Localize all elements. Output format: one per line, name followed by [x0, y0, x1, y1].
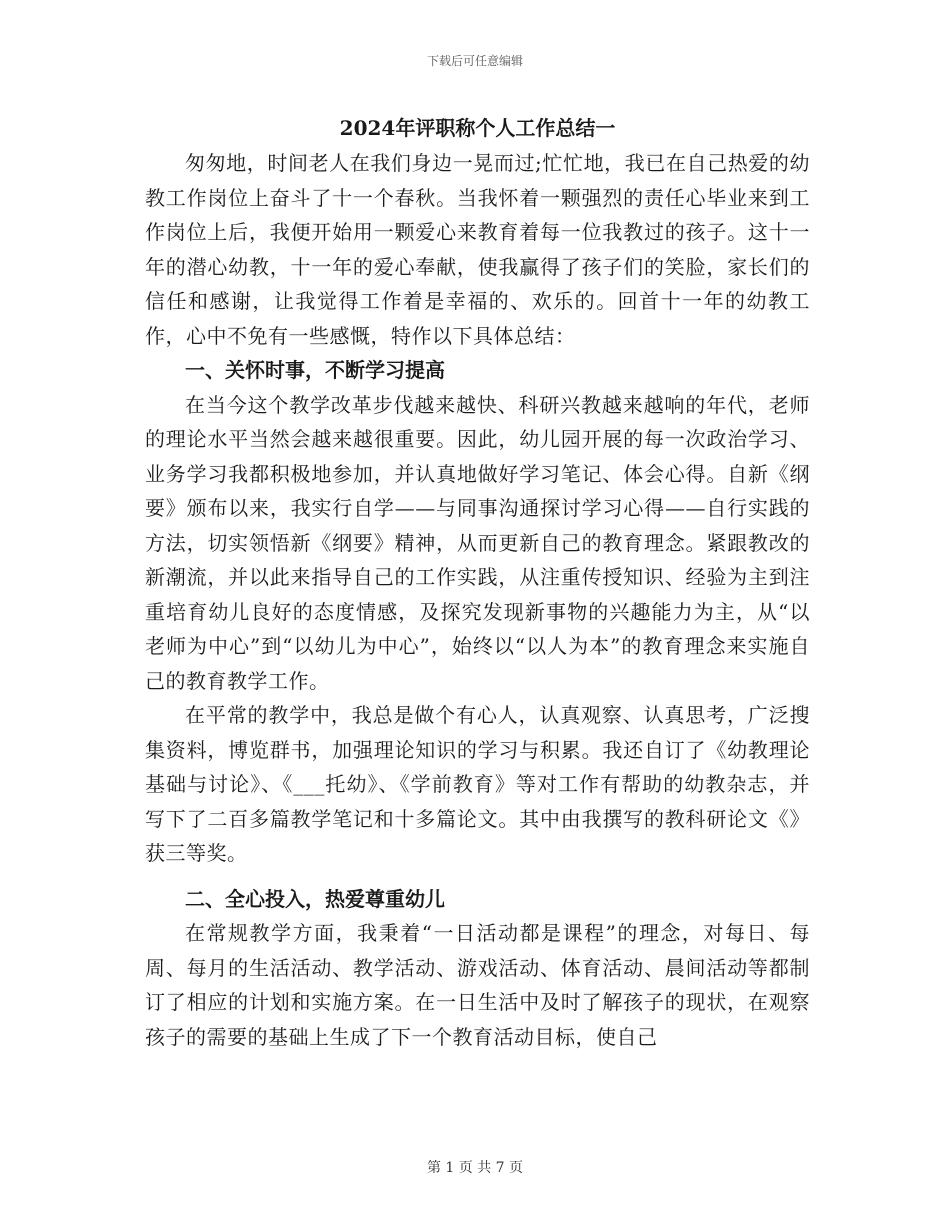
document-title: 2024年评职称个人工作总结一 [339, 116, 616, 140]
intro-paragraph: 匆匆地，时间老人在我们身边一晃而过;忙忙地，我已在自己热爱的幼教工作岗位上奋斗了十一个春秋。当我怀着一颗强烈的责任心毕业来到工作岗位上后，我便开始用一颗爱心来教育着每一位我教过的孩子。这十一年的潜心幼教，十一年的爱心奉献，使我赢得了孩子们的笑脸，家长们的信任和感谢，让我觉得工作着是幸福的、欢乐的。回首十一年的幼教工作，心中不免有一些感慨，特作以下具体总结： [145, 151, 810, 348]
section-heading-1: 一、关怀时事，不断学习提高 [185, 358, 445, 382]
page-number-footer: 第 1 页 共 7 页 [426, 1160, 524, 1176]
page-header-note: 下载后可任意编辑 [426, 54, 523, 68]
section-heading-2: 二、全心投入，热爱尊重幼儿 [185, 886, 445, 911]
section-1-paragraph-2: 在平常的教学中，我总是做个有心人，认真观察、认真思考，广泛搜集资料，博览群书，加强理论知识的学习与积累。我还自订了《幼教理论基础与讨论》、《___托幼》、《学前教育》等对工作有帮助的幼教杂志，并写下了二百多篇教学笔记和十多篇论文。其中由我撰写的教科研论文《》获三等奖。 [145, 703, 810, 865]
section-1-paragraph-1: 在当今这个教学改革步伐越来越快、科研兴教越来越响的年代，老师的理论水平当然会越来越很重要。因此，幼儿园开展的每一次政治学习、业务学习我都积极地参加，并认真地做好学习笔记、体会心得。自新《纲要》颁布以来，我实行自学——与同事沟通探讨学习心得——自行实践的方法，切实领悟新《纲要》精神，从而更新自己的教育理念。紧跟教改的新潮流，并以此来指导自己的工作实践，从注重传授知识、经验为主到注重培育幼儿良好的态度情感，及探究发现新事物的兴趣能力为主，从“以老师为中心”到“以幼儿为中心”，始终以“以人为本”的教育理念来实施自己的教育教学工作。 [145, 392, 810, 693]
document-body [145, 112, 810, 1054]
section-2-paragraph-1: 在常规教学方面，我秉着“一日活动都是课程”的理念，对每日、每周、每月的生活活动、教学活动、游戏活动、体育活动、晨间活动等都制订了相应的计划和实施方案。在一日生活中及时了解孩子的现状，在观察孩子的需要的基础上生成了下一个教育活动目标，使自己 [145, 921, 810, 1049]
